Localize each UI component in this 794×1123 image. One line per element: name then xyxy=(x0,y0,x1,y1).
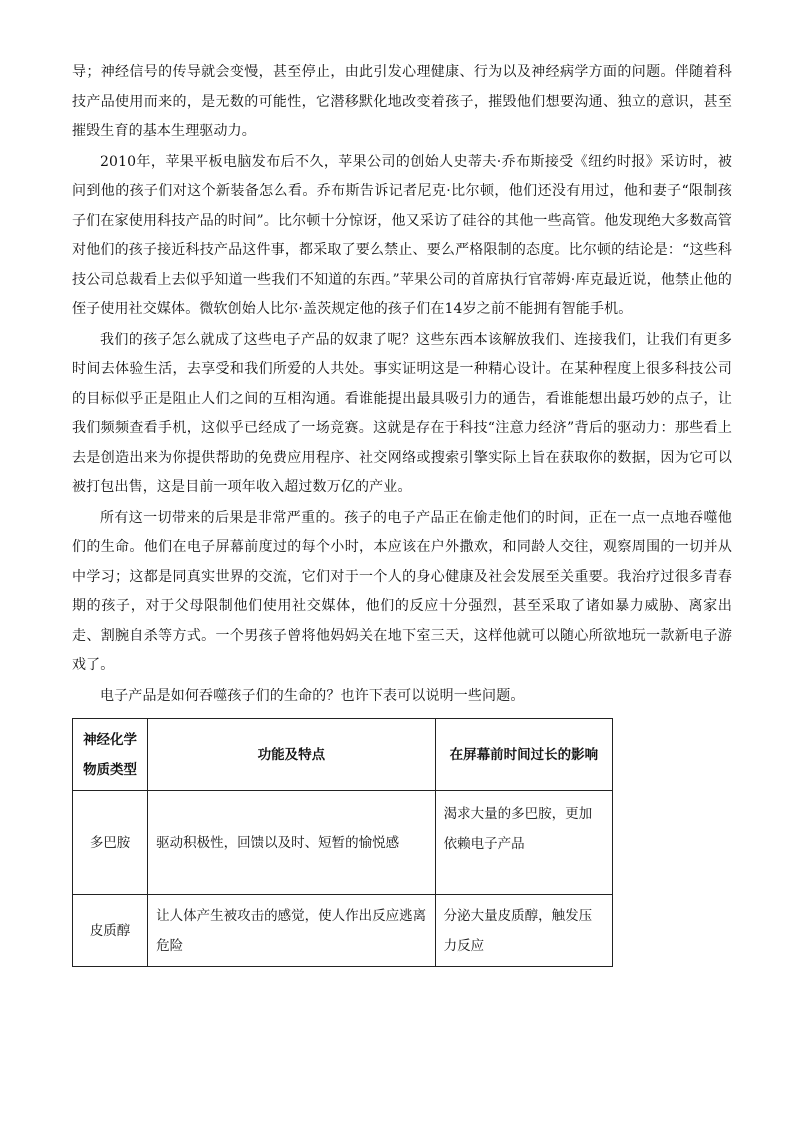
table-cell-function: 让人体产生被攻击的感觉，使人作出反应逃离危险 xyxy=(148,895,436,967)
table-cell-type: 皮质醇 xyxy=(73,895,148,967)
table-cell-function: 驱动积极性，回馈以及时、短暂的愉悦感 xyxy=(148,791,436,895)
table-header-row xyxy=(73,719,613,791)
paragraph-attention-economy: 我们的孩子怎么就成了这些电子产品的奴隶了呢？这些东西本该解放我们、连接我们，让我们有更多时间去体验生活，去享受和我们所爱的人共处。事实证明这是一种精心设计。在某种程度上很多科技公司的目标似乎正是阻止人们之间的互相沟通。看谁能提出最具吸引力的通告，看谁能想出最巧妙的点子，让我们频频查看手机，这似乎已经成了一场竞赛。这就是存在于科技“注意力经济”背后的驱动力：那些看上去是创造出来为你提供帮助的免费应用程序、社交网络或搜索引擎实际上旨在获取你的数据，因为它可以被打包出售，这是目前一项年收入超过数万亿的产业。 xyxy=(72,331,732,495)
paragraph-continuation: 导；神经信号的传导就会变慢，甚至停止，由此引发心理健康、行为以及神经病学方面的问题。伴随着科技产品使用而来的，是无数的可能性，它潜移默化地改变着孩子，摧毁他们想要沟通、独立的意识，甚至摧毁生育的基本生理驱动力。 xyxy=(72,64,732,139)
document-body xyxy=(72,58,732,711)
neurochemical-table xyxy=(72,718,613,967)
table-row xyxy=(73,791,613,895)
table-cell-effect: 分泌大量皮质醇，触发压力反应 xyxy=(435,895,612,967)
table-cell-type: 多巴胺 xyxy=(73,791,148,895)
table-header-effect: 在屏幕前时间过长的影响 xyxy=(435,719,612,791)
table-header-function: 功能及特点 xyxy=(148,719,436,791)
paragraph-consequences: 所有这一切带来的后果是非常严重的。孩子的电子产品正在偷走他们的时间，正在一点一点地吞噬他们的生命。他们在电子屏幕前度过的每个小时，本应该在户外撒欢，和同龄人交往，观察周围的一切并从中学习；这都是同真实世界的交流，它们对于一个人的身心健康及社会发展至关重要。我治疗过很多青春期的孩子，对于父母限制他们使用社交媒体，他们的反应十分强烈，甚至采取了诸如暴力威胁、离家出走、割腕自杀等方式。一个男孩子曾将他妈妈关在地下室三天，这样他就可以随心所欲地玩一款新电子游戏了。 xyxy=(72,509,732,673)
paragraph-table-intro: 电子产品是如何吞噬孩子们的生命的？也许下表可以说明一些问题。 xyxy=(100,687,525,704)
paragraph-jobs-interview: 2010年，苹果平板电脑发布后不久，苹果公司的创始人史蒂夫·乔布斯接受《纽约时报》采访时，被问到他的孩子们对这个新装备怎么看。乔布斯告诉记者尼克·比尔顿，他们还没有用过，他和妻子“限制孩子们在家使用科技产品的时间”。比尔顿十分惊讶，他又采访了硅谷的其他一些高管。他发现绝大多数高管对他们的孩子接近科技产品这件事，都采取了要么禁止、要么严格限制的态度。比尔顿的结论是：“这些科技公司总裁看上去似乎知道一些我们不知道的东西。”苹果公司的首席执行官蒂姆·库克最近说，他禁止他的侄子使用社交媒体。微软创始人比尔·盖茨规定他的孩子们在14岁之前不能拥有智能手机。 xyxy=(72,153,732,317)
table-header-type: 神经化学物质类型 xyxy=(73,719,148,791)
table-row xyxy=(73,895,613,967)
table-cell-effect: 渴求大量的多巴胺，更加依赖电子产品 xyxy=(435,791,612,895)
